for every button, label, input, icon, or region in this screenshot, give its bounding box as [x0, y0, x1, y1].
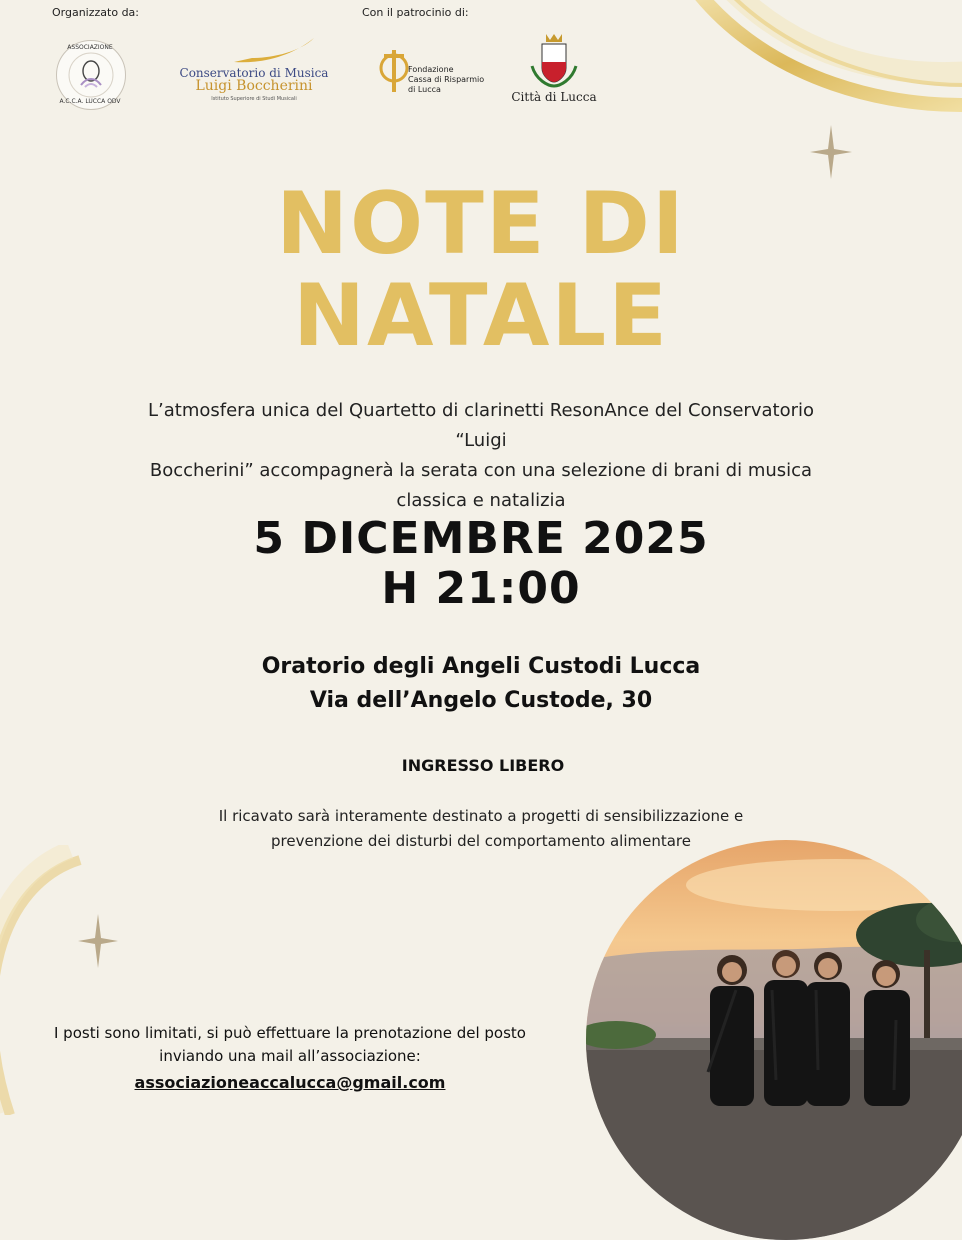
city-name: Città di Lucca [511, 90, 597, 104]
quartet-photo [586, 840, 962, 1240]
description-line1: L’atmosfera unica del Quartetto di clarinetti ResonAnce del Conservatorio “Luigi [147, 400, 815, 451]
fondazione-emblem-icon [378, 46, 410, 96]
event-title [0, 174, 962, 366]
event-time: H 21:00 [381, 563, 581, 614]
event-date: 5 DICEMBRE 2025 [253, 513, 709, 564]
booking-line2: inviando una mail all’associazione: [159, 1047, 421, 1065]
event-venue [0, 650, 962, 718]
city-coat-of-arms-icon [528, 32, 580, 88]
conservatorio-swoosh-icon [232, 36, 316, 66]
sparkle-star-icon [78, 914, 118, 968]
booking-email-link[interactable]: associazioneaccalucca@gmail.com [134, 1073, 446, 1092]
proceeds-note-line2: prevenzione dei disturbi del comportamento alimentare [271, 832, 691, 850]
venue-name: Oratorio degli Angeli Custodi Lucca [261, 654, 701, 679]
fondazione-name-line3: di Lucca [408, 85, 441, 94]
fondazione-name [408, 65, 498, 95]
venue-address: Via dell’Angelo Custode, 30 [309, 688, 653, 713]
event-title-line2: NATALE [293, 266, 669, 366]
association-logo-text-top: ASSOCIAZIONE [67, 44, 113, 51]
conservatorio-name-line3: Istituto Superiore di Studi Musicali [211, 96, 297, 102]
proceeds-note [180, 804, 782, 854]
event-title-line1: NOTE DI [276, 174, 686, 274]
booking-info [40, 1022, 540, 1068]
sparkle-star-icon [810, 125, 852, 179]
conservatorio-name-line1: Conservatorio di Musica [179, 66, 329, 80]
patronage-label: Con il patrocinio di: [362, 6, 469, 19]
fondazione-name-line2: Cassa di Risparmio [408, 75, 485, 84]
event-datetime [0, 514, 962, 614]
gold-swirl-decoration [642, 0, 962, 120]
description-line2: Boccherini” accompagnerà la serata con una selezione di brani di musica [149, 460, 813, 481]
organized-by-label: Organizzato da: [52, 6, 139, 19]
booking-line1: I posti sono limitati, si può effettuare la prenotazione del posto [53, 1024, 526, 1042]
fondazione-name-line1: Fondazione [408, 65, 454, 74]
description-line3: classica e natalizia [396, 490, 566, 511]
conservatorio-name-line2: Luigi Boccherini [195, 78, 313, 94]
association-logo-text-bottom: A.C.C.A. LUCCA ODV [59, 98, 121, 105]
proceeds-note-line1: Il ricavato sarà interamente destinato a progetti di sensibilizzazione e [218, 807, 744, 825]
event-description [120, 396, 842, 516]
free-entry-label: INGRESSO LIBERO [401, 756, 565, 775]
